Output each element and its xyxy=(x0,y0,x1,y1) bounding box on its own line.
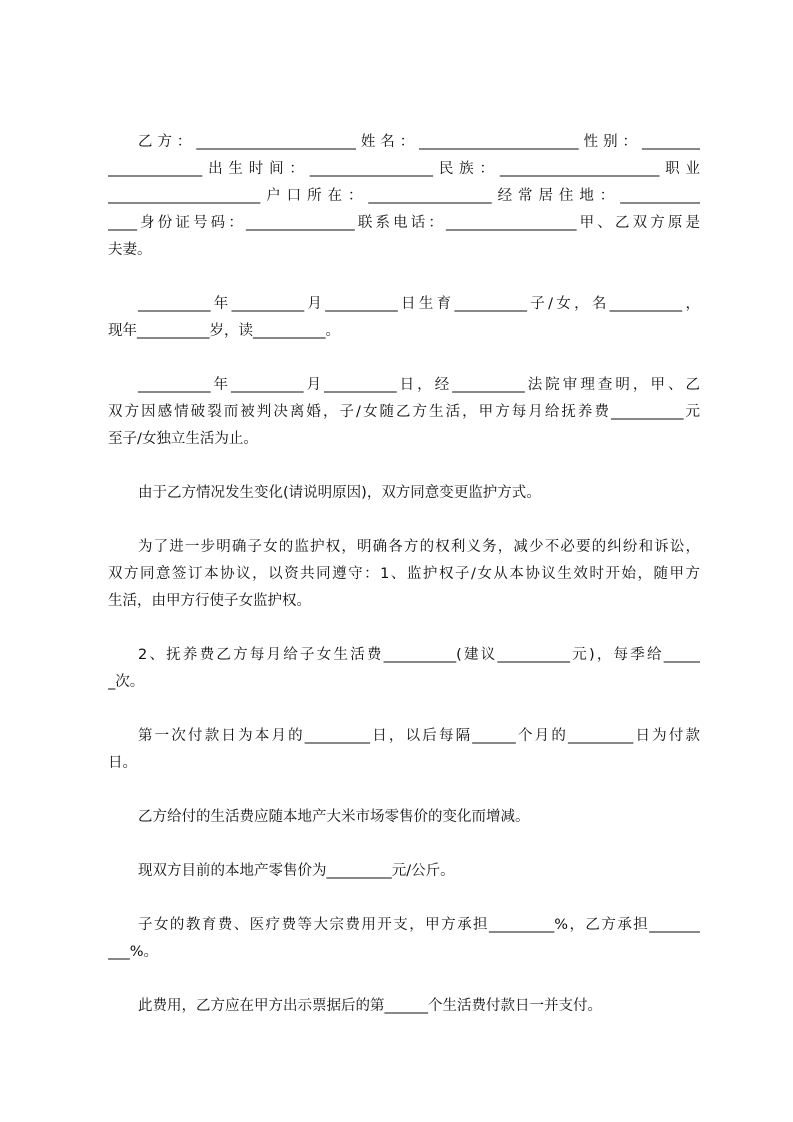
paragraph-line: 乙方：______________________姓名：______________________性别：________ xyxy=(138,134,700,150)
paragraph-line: 由于乙方情况发生变化(请说明原因)，双方同意变更监护方式。 xyxy=(138,485,541,501)
paragraph-line: ____身份证号码：_______________联系电话：__________________甲、乙双方原是 xyxy=(108,215,700,231)
paragraph xyxy=(108,723,700,777)
paragraph-line: 现双方目前的本地产零售价为_________元/公斤。 xyxy=(138,863,455,879)
paragraph-line: 为了进一步明确子女的监护权，明确各方的权利义务，减少不必要的纠纷和诉讼， xyxy=(138,539,700,555)
paragraph-line: _____________________户口所在：_________________经常居住地：___________ xyxy=(108,188,700,204)
paragraph-line: 2、抚养费乙方每月给子女生活费__________(建议__________元)，每季给_____ xyxy=(138,647,700,663)
paragraph-line: 夫妻。 xyxy=(108,242,152,258)
paragraph-line: 乙方给付的生活费应随本地产大米市场零售价的变化而增减。 xyxy=(138,809,530,825)
paragraph-line: 现年__________岁，读__________。 xyxy=(108,323,340,339)
paragraph xyxy=(108,804,700,831)
paragraph-line: 日。 xyxy=(108,755,137,771)
paragraph xyxy=(108,291,700,345)
paragraph-line: 双方同意签订本协议，以资共同遵守：1、监护权子/女从本协议生效时开始，随甲方 xyxy=(108,566,700,582)
paragraph xyxy=(108,858,700,885)
paragraph-line: _____________出生时间：_________________民族：______________________职业 xyxy=(108,161,700,177)
paragraph xyxy=(108,912,700,966)
paragraph xyxy=(108,480,700,507)
paragraph-line: __________年__________月__________日，经__________法院审理查明，甲、乙 xyxy=(138,377,700,393)
paragraph-line: 子女的教育费、医疗费等大宗费用开支，甲方承担_________%，乙方承担_______ xyxy=(138,917,700,933)
paragraph-line: __________年__________月__________日生育__________子/女，名__________， xyxy=(138,296,700,312)
paragraph-line: 至子/女独立生活为止。 xyxy=(108,431,258,447)
paragraph-line: 双方因感情破裂而被判决离婚，子/女随乙方生活，甲方每月给抚养费__________元 xyxy=(108,404,700,420)
paragraph-line: 第一次付款日为本月的_________日，以后每隔______个月的_________日为付款 xyxy=(138,728,700,744)
paragraph-line: 此费用，乙方应在甲方出示票据后的第______个生活费付款日一并支付。 xyxy=(138,998,602,1014)
paragraph xyxy=(108,372,700,453)
paragraph-line: 生活，由甲方行使子女监护权。 xyxy=(108,593,311,609)
paragraph xyxy=(108,129,700,264)
paragraph xyxy=(108,642,700,696)
document-page xyxy=(108,129,700,1047)
paragraph xyxy=(108,993,700,1020)
paragraph-line: _次。 xyxy=(108,674,145,690)
paragraph xyxy=(108,534,700,615)
paragraph-line: ___%。 xyxy=(108,944,159,960)
